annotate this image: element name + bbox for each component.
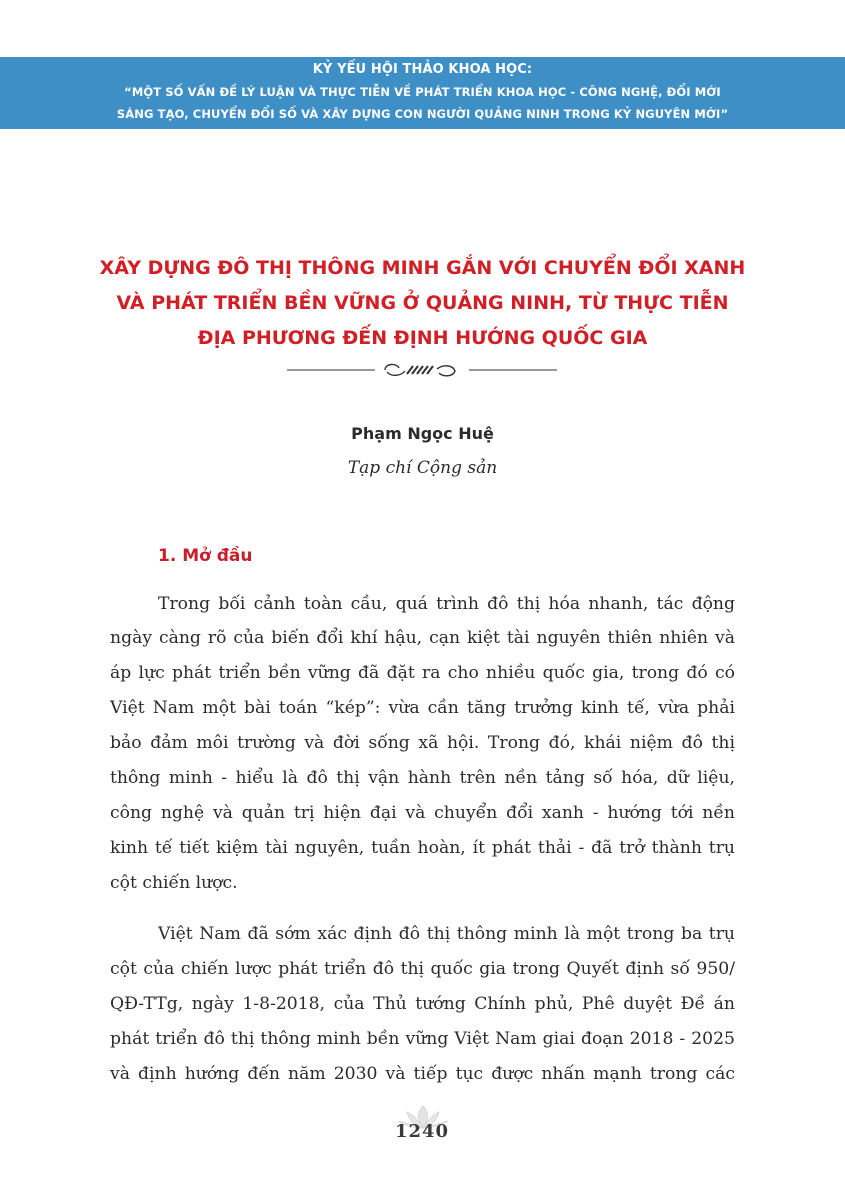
paragraph-line: Trong bối cảnh toàn cầu, quá trình đô thị hóa nhanh, tác động bbox=[158, 594, 735, 614]
article-title-line-1: XÂY DỰNG ĐÔ THỊ THÔNG MINH GẮN VỚI CHUYỂN ĐỔI XANH bbox=[99, 257, 746, 279]
paragraph-line: Việt Nam đã sớm xác định đô thị thông minh là một trong ba trụ bbox=[158, 924, 735, 944]
paragraph-line: bảo đảm môi trường và đời sống xã hội. Trong đó, khái niệm đô thị bbox=[110, 733, 735, 753]
section-heading: 1. Mở đầu bbox=[158, 546, 253, 566]
header-line-1: KỶ YẾU HỘI THẢO KHOA HỌC: bbox=[312, 62, 533, 77]
paragraph-line: công nghệ và quản trị hiện đại và chuyển đổi xanh - hướng tới nền bbox=[110, 803, 735, 823]
author-affiliation: Tạp chí Cộng sản bbox=[347, 458, 498, 478]
page-number: 1240 bbox=[394, 1121, 450, 1142]
paragraph-line: áp lực phát triển bền vững đã đặt ra cho nhiều quốc gia, trong đó có bbox=[110, 663, 735, 683]
paragraph-line: ngày càng rõ của biến đổi khí hậu, cạn kiệt tài nguyên thiên nhiên và bbox=[110, 628, 735, 648]
paragraph-line: kinh tế tiết kiệm tài nguyên, tuần hoàn, ít phát thải - đã trở thành trụ bbox=[110, 838, 735, 858]
paragraph-line: cột chiến lược. bbox=[110, 873, 238, 893]
header-banner bbox=[0, 57, 845, 129]
paragraph-line: và định hướng đến năm 2030 và tiếp tục được nhấn mạnh trong các bbox=[110, 1064, 735, 1084]
paragraph-line: cột của chiến lược phát triển đô thị quốc gia trong Quyết định số 950/ bbox=[110, 959, 735, 979]
header-line-2: “MỘT SỐ VẤN ĐỀ LÝ LUẬN VÀ THỰC TIỄN VỀ PHÁT TRIỂN KHOA HỌC - CÔNG NGHỆ, ĐỔI MỚI bbox=[124, 85, 721, 99]
paragraph-line: Việt Nam một bài toán “kép”: vừa cần tăng trưởng kinh tế, vừa phải bbox=[110, 698, 735, 718]
author-name: Phạm Ngọc Huệ bbox=[351, 424, 494, 443]
article-title-line-2: VÀ PHÁT TRIỂN BỀN VỮNG Ở QUẢNG NINH, TỪ THỰC TIỄN bbox=[116, 292, 729, 314]
article-title-line-3: ĐỊA PHƯƠNG ĐẾN ĐỊNH HƯỚNG QUỐC GIA bbox=[197, 327, 648, 349]
header-line-3: SÁNG TẠO, CHUYỂN ĐỔI SỐ VÀ XÂY DỰNG CON NGƯỜI QUẢNG NINH TRONG KỶ NGUYÊN MỚI” bbox=[116, 107, 729, 121]
title-ornament-divider bbox=[287, 359, 557, 381]
paragraph-line: QĐ-TTg, ngày 1-8-2018, của Thủ tướng Chính phủ, Phê duyệt Đề án bbox=[110, 994, 735, 1014]
paragraph-line: thông minh - hiểu là đô thị vận hành trên nền tảng số hóa, dữ liệu, bbox=[110, 768, 735, 788]
paragraph-line: phát triển đô thị thông minh bền vững Việt Nam giai đoạn 2018 - 2025 bbox=[110, 1029, 735, 1049]
